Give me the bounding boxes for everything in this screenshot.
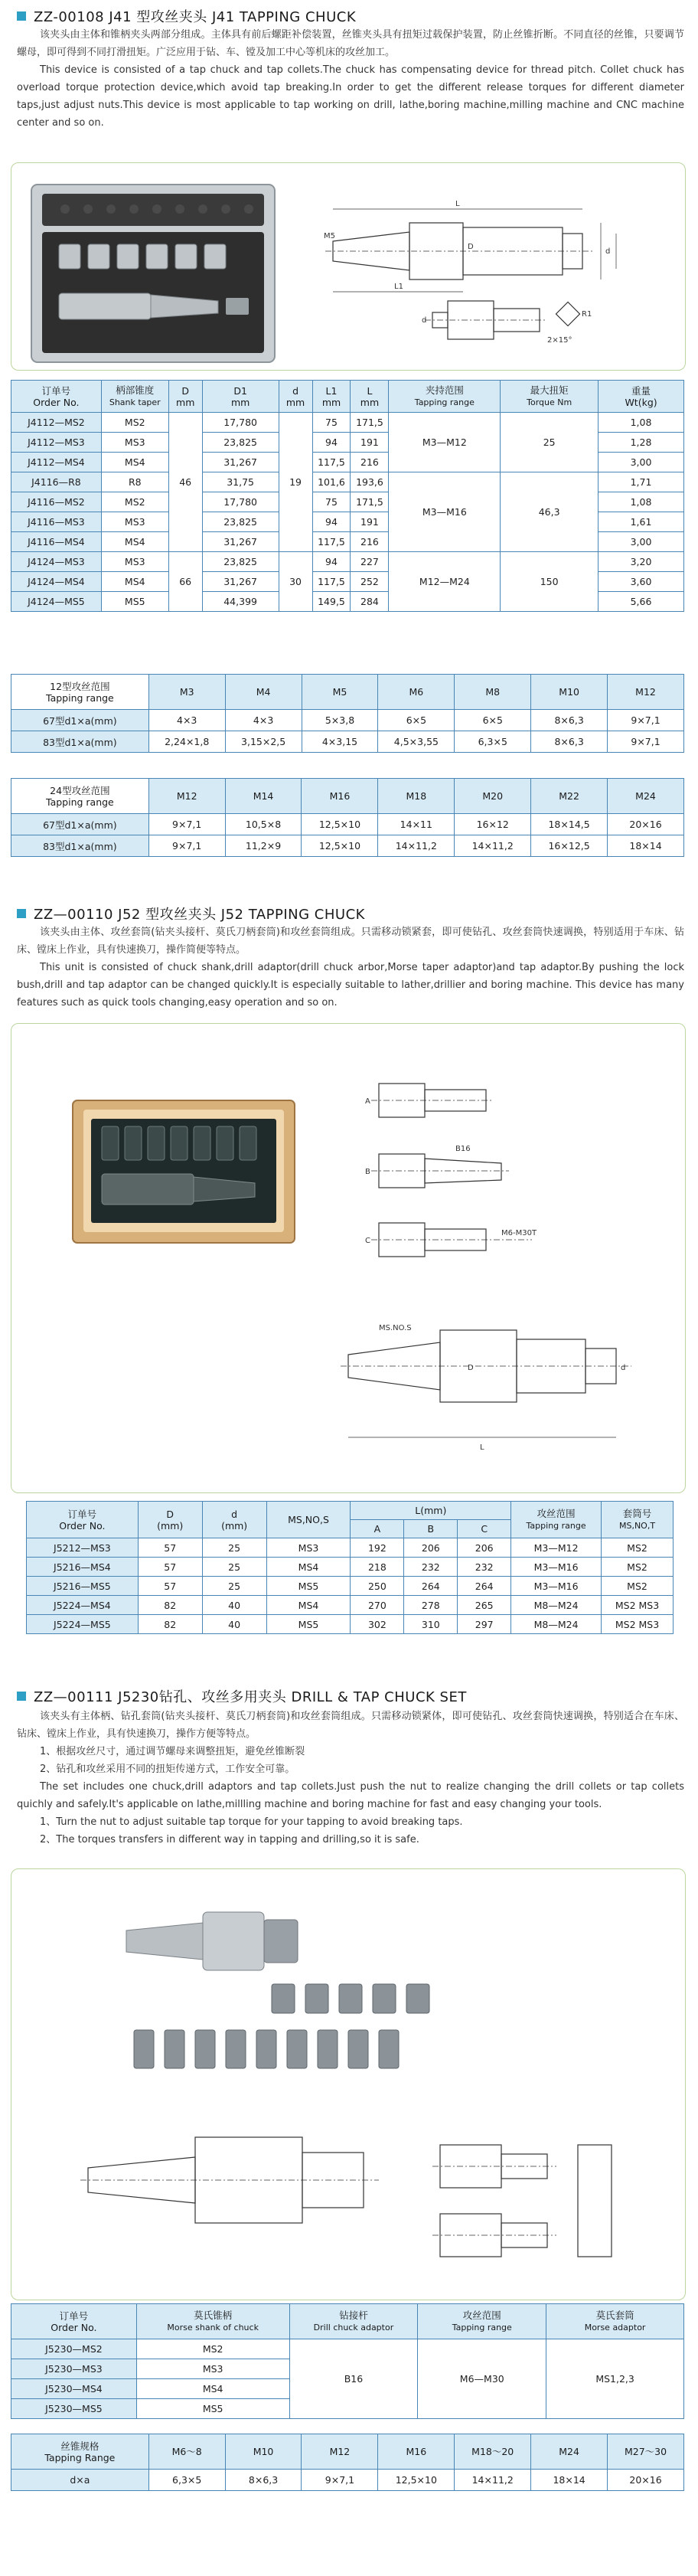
- j41-desc-cn: 该夹头由主体和锥柄夹头两部分组成。主体具有前后螺距补偿装置，丝锥夹头具有扭矩过载保护装置，防止丝锥折断。不同直径的丝锥，只要调节螺母，即可得到不同打滑扭矩。广泛应用于钻、车、镗及加工中心等机床的攻丝加工。: [17, 29, 684, 58]
- merged-D-66: 66: [168, 552, 202, 612]
- j52-desc-en: This unit is consisted of chuck shank,drill adaptor(drill chuck arbor,Morse taper adaptor)and tap adaptor.By pushing the lock bush,drill and tap adaptor can be changed quickly.It is especially suitable to lather,drillier and boring machine. This device has many features such as quick tools changing,easy operation and so on.: [17, 962, 684, 1008]
- section-title-j5230: ZZ—00111 J5230钻孔、攻丝多用夹头 DRILL & TAP CHUCK SET: [17, 1686, 467, 1706]
- j52-description: [17, 924, 684, 1012]
- table-row: 83型d1×a(mm) 9×7,1 11,2×9 12,5×10 14×11,2 14×11,2 16×12,5 18×14: [11, 835, 684, 857]
- col-D: D mm: [168, 381, 202, 413]
- bullet-square-icon: [17, 909, 26, 918]
- desc-line: 1、Turn the nut to adjust suitable tap torque for your tapping to avoid breaking taps.: [40, 1816, 463, 1828]
- range-24-head: 24型攻丝范围 Tapping range: [11, 779, 149, 814]
- desc-line: 1、根据攻丝尺寸，通过调节螺母来调整扭矩，避免丝锥断裂: [40, 1746, 305, 1757]
- col-shank-taper: 柄部锥度 Shank taper: [101, 381, 168, 413]
- dim-L: L: [480, 1443, 484, 1452]
- col-order-no: 订单号 Order No.: [11, 381, 102, 413]
- merged-torque-a: 25: [501, 413, 599, 472]
- j52-case-photo: [73, 1100, 295, 1243]
- table-row: J4116—MS3 MS3 23,825 94 191 1,61: [11, 512, 684, 532]
- j5230-product-illustration: [11, 1869, 685, 2300]
- table-row: J5224—MS5 82 40 MS5 302 310 297 M8—M24 MS2 MS3: [27, 1615, 674, 1634]
- view-label-c: C: [365, 1237, 370, 1245]
- j41-product-illustration: [11, 163, 685, 370]
- bullet-square-icon: [17, 11, 26, 21]
- table-row: J5216—MS4 57 25 MS4 218 232 232 M3—M16 MS2: [27, 1558, 674, 1577]
- table-row: J5230—MS2 MS2 B16 M6—M30 MS1,2,3: [11, 2339, 684, 2359]
- merged-d-30: 30: [279, 552, 312, 612]
- dim-label-d-small: d: [422, 316, 427, 325]
- j41-case-photo: [31, 185, 275, 362]
- table-row: J5212—MS3 57 25 MS3 192 206 206 M3—M12 MS2: [27, 1538, 674, 1558]
- table-row: J4124—MS3 MS3 66 23,825 30 94 227 M12—M24 150 3,20: [11, 552, 684, 572]
- view-label-a: A: [365, 1097, 370, 1106]
- table-row: J5230—MS5 MS5: [11, 2399, 684, 2419]
- dim-d: d: [621, 1364, 626, 1372]
- j52-technical-drawing: [341, 1084, 631, 1437]
- j41-desc-en: This device is consisted of a tap chuck and tap collets.The chuck has compensating device for thread pitch. Collet chuck has overload torque protection device,which avoid tap breaking.In order to get the different release torques for different diameter taps,just adjust nuts.This device is most applicable to tap working on drill, lathe,boring machine,milling machine and CNC machine center and so on.: [17, 64, 684, 129]
- dim-label-L1: L1: [394, 283, 403, 291]
- table-row: J5224—MS4 82 40 MS4 270 278 265 M8—M24 MS2 MS3: [27, 1596, 674, 1615]
- dim-label-r1: R1: [582, 310, 592, 319]
- col-L1: L1 mm: [312, 381, 351, 413]
- bullet-square-icon: [17, 1692, 26, 1701]
- merged-drill: B16: [289, 2339, 418, 2419]
- j52-spec-table: 订单号 Order No. D (mm) d (mm) MS,NO,S L(mm) 攻丝范围 Tapping range 套筒号 MS,NO,T A B C J5212—MS3 57 25 MS3 192 206 206 M3—M12 MS2 J5216—MS4 57 25 MS4 218 232 232 M3—M16 MS2 J5216—MS5 57 25 MS5 250 264 264 M3—M16 MS2 J5224—MS4 82 40 MS4 270 278 265 M8—M24 MS2 MS3 J5224—MS5 82 40 MS5 302 310 297 M8—M24 MS2 MS3: [26, 1501, 674, 1634]
- dim-D: D: [468, 1364, 474, 1372]
- col-sleeve: 套筒号 MS,NO,T: [602, 1502, 674, 1538]
- table-row: 67型d1×a(mm) 4×3 4×3 5×3,8 6×5 6×5 8×6,3 9×7,1: [11, 710, 684, 731]
- col-order-no: 订单号 Order No.: [11, 2304, 137, 2339]
- table-row: J5216—MS5 57 25 MS5 250 264 264 M3—M16 MS2: [27, 1577, 674, 1596]
- merged-D-46: 46: [168, 413, 202, 552]
- col-drill-adaptor: 钻接杆 Drill chuck adaptor: [289, 2304, 418, 2339]
- table-row: J4112—MS3 MS3 23,825 94 191 1,28: [11, 433, 684, 453]
- col-L: L mm: [351, 381, 389, 413]
- ms-label: MS.NO.S: [379, 1324, 412, 1332]
- j41-technical-drawing: [325, 209, 616, 339]
- dim-label-D: D: [468, 243, 474, 251]
- col-D: D (mm): [138, 1502, 202, 1538]
- tap-range-label: M6-M30T: [501, 1229, 537, 1237]
- tap-spec-table: 丝锥规格 Tapping Range M6～8 M10 M12 M16 M18～20 M24 M27～30 d×a 6,3×5 8×6,3 9×7,1 12,5×10 14×11,2 18×14 20×16: [11, 2434, 684, 2491]
- j41-table-header: [11, 381, 684, 413]
- table-row: 83型d1×a(mm) 2,24×1,8 3,15×2,5 4×3,15 4,5×3,55 6,3×5 8×6,3 9×7,1: [11, 731, 684, 753]
- j41-description: [17, 26, 684, 132]
- merged-morse: MS1,2,3: [546, 2339, 684, 2419]
- table-row: J4116—R8 R8 31,75 101,6 193,6 M3—M16 46,3 1,71: [11, 472, 684, 492]
- table-row: J4112—MS4 MS4 31,267 117,5 216 3,00: [11, 453, 684, 472]
- range-24-table: 24型攻丝范围 Tapping range M12 M14 M16 M18 M20 M22 M24 67型d1×a(mm) 9×7,1 10,5×8 12,5×10 14×11 16×12 18×14,5 20×16 83型d1×a(mm) 9×7,1 11,2×9 12,5×10 14×11,2 14×11,2 16×12,5 18×14: [11, 778, 684, 857]
- table-row: 67型d1×a(mm) 9×7,1 10,5×8 12,5×10 14×11 16×12 18×14,5 20×16: [11, 814, 684, 835]
- desc-line: 该夹头有主体柄、钻孔套筒(钻夹头接杆、莫氏刀柄套筒)和攻丝套筒组成。只需移动锁紧体，即可使钻孔、攻丝套筒快速调换，特别适合在车床、钻床、镗床上作业，具有快速换刀，操作方便等特点。: [17, 1711, 684, 1740]
- table-row: J4124—MS5 MS5 44,399 149,5 284 5,66: [11, 592, 684, 612]
- j5230-product-photo: [126, 1912, 429, 2068]
- col-tapping-range: 攻丝范围 Tapping range: [418, 2304, 546, 2339]
- merged-d-19: 19: [279, 413, 312, 552]
- table-row: J4124—MS4 MS4 31,267 117,5 252 3,60: [11, 572, 684, 592]
- dim-label-m5: M5: [324, 232, 335, 240]
- dim-label-angle: 2×15°: [547, 336, 572, 345]
- col-morse-shank: 莫氏锥柄 Morse shank of chuck: [136, 2304, 289, 2339]
- j5230-technical-drawing: [80, 2137, 612, 2257]
- col-morse-adaptor: 莫氏套筒 Morse adaptor: [546, 2304, 684, 2339]
- j5230-image-panel: [11, 1868, 686, 2300]
- merged-torque-c: 150: [501, 552, 599, 612]
- col-D1: D1 mm: [202, 381, 279, 413]
- section-title-j52: ZZ—00110 J52 型攻丝夹头 J52 TAPPING CHUCK: [17, 904, 365, 924]
- range-12-table: 12型攻丝范围 Tapping range M3 M4 M5 M6 M8 M10 M12 67型d1×a(mm) 4×3 4×3 5×3,8 6×5 6×5 8×6,3 9×7,1 83型d1×a(mm) 2,24×1,8 3,15×2,5 4×3,15 4,5×3,55 6,3×5 8×6,3 9×7,1: [11, 674, 684, 753]
- table-row: J5230—MS3 MS3: [11, 2359, 684, 2379]
- merged-range: M6—M30: [418, 2339, 546, 2419]
- col-L: L(mm): [351, 1502, 511, 1520]
- table-row: J5230—MS4 MS4: [11, 2379, 684, 2399]
- j52-product-illustration: [11, 1024, 685, 1492]
- j52-image-panel: [11, 1023, 686, 1493]
- merged-range-a: M3—M12: [389, 413, 501, 472]
- col-range: 攻丝范围 Tapping range: [511, 1502, 602, 1538]
- j41-image-panel: [11, 162, 686, 371]
- view-label-b: B: [365, 1168, 370, 1176]
- dim-label-d: d: [605, 247, 611, 256]
- merged-range-b: M3—M16: [389, 472, 501, 552]
- table-row: J4112—MS2 MS2 46 17,780 19 75 171,5 M3—M12 25 1,08: [11, 413, 684, 433]
- desc-line: 2、The torques transfers in different way in tapping and drilling,so it is safe.: [40, 1834, 419, 1845]
- col-weight: 重量 Wt(kg): [599, 381, 684, 413]
- j5230-description: [17, 1708, 684, 1849]
- merged-range-c: M12—M24: [389, 552, 501, 612]
- desc-line: 2、钻孔和攻丝采用不同的扭矩传递方式，工作安全可靠。: [40, 1764, 295, 1775]
- j41-spec-table: [11, 380, 684, 612]
- col-tapping-range: 夹持范围 Tapping range: [389, 381, 501, 413]
- table-row: J4116—MS2 MS2 17,780 75 171,5 1,08: [11, 492, 684, 512]
- section-title-j41: ZZ-00108 J41 型攻丝夹头 J41 TAPPING CHUCK: [17, 6, 356, 26]
- tap-spec-head: 丝锥规格 Tapping Range: [11, 2434, 149, 2470]
- j5230-spec-table: [11, 2303, 684, 2419]
- col-order-no: 订单号 Order No.: [27, 1502, 139, 1538]
- desc-line: The set includes one chuck,drill adaptors and tap collets.Just push the nut to realize changing the drill collets or tap collets quichly and safely.It's applicable on lathe,millling machine and boring machine for fast and easy changing your tools.: [17, 1781, 684, 1810]
- drill-label-b16: B16: [455, 1145, 471, 1153]
- col-ms: MS,NO,S: [266, 1502, 351, 1538]
- col-d: d (mm): [202, 1502, 266, 1538]
- table-row: J4116—MS4 MS4 31,267 117,5 216 3,00: [11, 532, 684, 552]
- col-d: d mm: [279, 381, 312, 413]
- table-row: d×a 6,3×5 8×6,3 9×7,1 12,5×10 14×11,2 18×14 20×16: [11, 2470, 684, 2491]
- dim-label-L: L: [455, 200, 460, 208]
- range-12-head: 12型攻丝范围 Tapping range: [11, 675, 149, 710]
- merged-torque-b: 46,3: [501, 472, 599, 552]
- col-torque: 最大扭矩 Torque Nm: [501, 381, 599, 413]
- j52-desc-cn: 该夹头由主体、攻丝套筒(钻夹头接杆、莫氏刀柄套筒)和攻丝套筒组成。只需移动锁紧套，即可使钻孔、攻丝套筒快速调换，特别适用于车床、钻床、镗床上作业，具有快速换刀，操作简便等特点。: [17, 927, 684, 956]
